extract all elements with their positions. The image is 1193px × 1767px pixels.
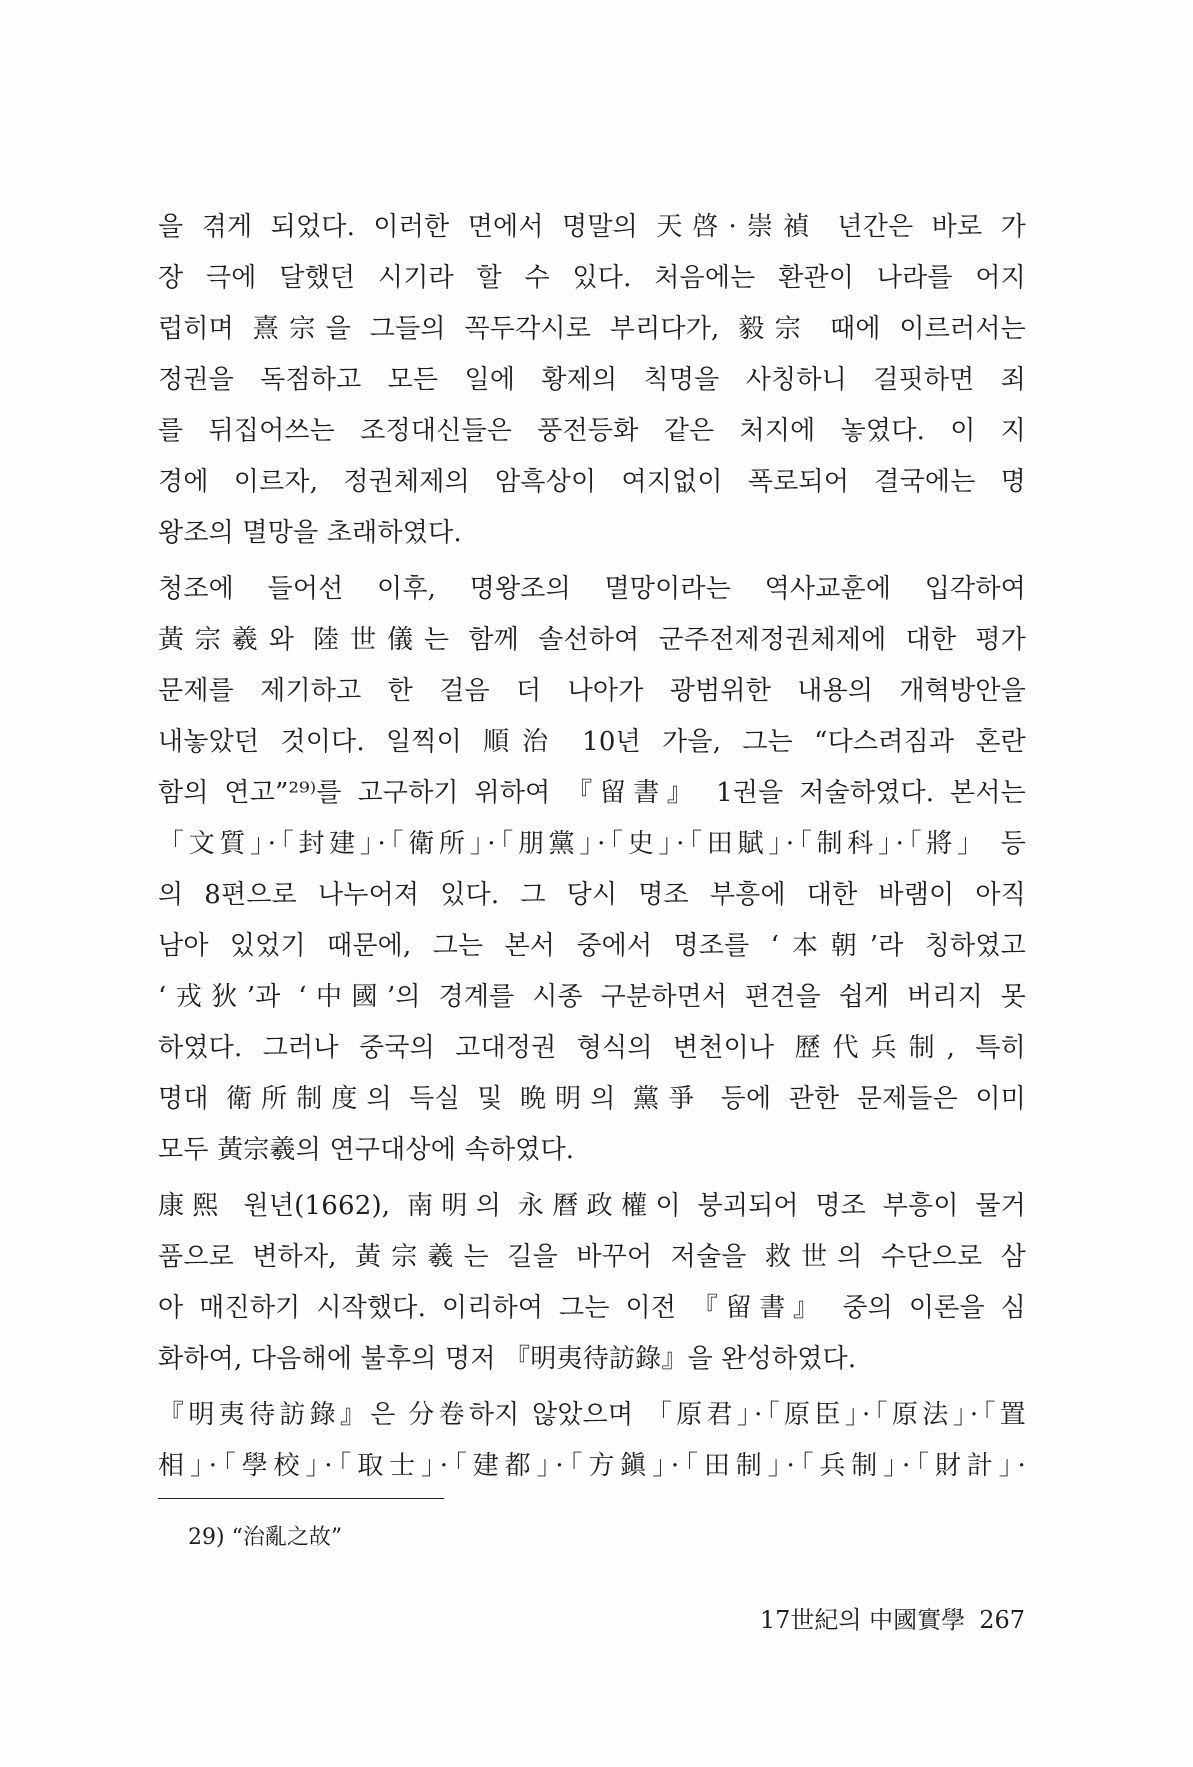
paragraph: [158, 202, 1026, 559]
text-line: ‘戎狄’과 ‘中國’의 경계를 시종 구분하면서 편견을 쉽게 버리지 못: [158, 982, 1026, 1012]
paragraph: [158, 1181, 1026, 1385]
text-line: 장 극에 달했던 시기라 할 수 있다. 처음에는 환관이 나라를 어지: [158, 263, 1026, 293]
text-line: 왕조의 멸망을 초래하였다.: [158, 518, 462, 548]
text-line: 相」·「學校」·「取士」·「建都」·「方鎭」·「田制」·「兵制」·「財計」·: [158, 1451, 1026, 1481]
text-line: 경에 이르자, 정권체제의 암흑상이 여지없이 폭로되어 결국에는 명: [158, 467, 1026, 497]
text-line: 모두 黃宗羲의 연구대상에 속하였다.: [158, 1135, 575, 1165]
text-line: 「文質」·「封建」·「衛所」·「朋黨」·「史」·「田賦」·「制科」·「將」 등: [158, 829, 1026, 859]
text-line: 『明夷待訪錄』은 分卷하지 않았으며 「原君」·「原臣」·「原法」·「置: [158, 1400, 1026, 1430]
text-line: 의 8편으로 나누어져 있다. 그 당시 명조 부흥에 대한 바램이 아직: [158, 880, 1026, 910]
text-line: 청조에 들어선 이후, 명왕조의 멸망이라는 역사교훈에 입각하여: [158, 574, 1026, 604]
page-footer: [760, 1600, 1025, 1635]
page-number: 267: [979, 1606, 1025, 1634]
text-line: 하였다. 그러나 중국의 고대정권 형식의 변천이나 歷代兵制, 특히: [158, 1033, 1026, 1063]
footnote: 29) “治亂之故”: [188, 1525, 343, 1550]
text-line: 함의 연고”²⁹⁾를 고구하기 위하여 『留書』 1권을 저술하였다. 본서는: [158, 778, 1026, 808]
text-line: 정권을 독점하고 모든 일에 황제의 칙명을 사칭하니 걸핏하면 죄: [158, 365, 1026, 395]
text-line: 럽히며 熹宗을 그들의 꼭두각시로 부리다가, 毅宗 때에 이르러서는: [158, 314, 1026, 344]
text-line: 내놓았던 것이다. 일찍이 順治 10년 가을, 그는 “다스려짐과 혼란: [158, 727, 1026, 757]
text-line: 康熙 원년(1662), 南明의 永曆政權이 붕괴되어 명조 부흥이 물거: [158, 1191, 1026, 1221]
text-line: 을 겪게 되었다. 이러한 면에서 명말의 天啓·崇禎 년간은 바로 가: [158, 212, 1026, 242]
paragraph: [158, 564, 1026, 1176]
paragraph: [158, 1390, 1026, 1492]
text-line: 명대 衛所制度의 득실 및 晩明의 黨爭 등에 관한 문제들은 이미: [158, 1084, 1026, 1114]
text-line: 문제를 제기하고 한 걸음 더 나아가 광범위한 내용의 개혁방안을: [158, 676, 1026, 706]
text-line: 품으로 변하자, 黃宗羲는 길을 바꾸어 저술을 救世의 수단으로 삼: [158, 1242, 1026, 1272]
footnote-divider: [158, 1498, 444, 1499]
text-line: 아 매진하기 시작했다. 이리하여 그는 이전 『留書』 중의 이론을 심: [158, 1293, 1026, 1323]
text-line: 남아 있었기 때문에, 그는 본서 중에서 명조를 ‘本朝’라 칭하였고: [158, 931, 1026, 961]
text-line: 를 뒤집어쓰는 조정대신들은 풍전등화 같은 처지에 놓였다. 이 지: [158, 416, 1026, 446]
text-line: 黃宗羲와 陸世儀는 함께 솔선하여 군주전제정권체제에 대한 평가: [158, 625, 1026, 655]
text-line: 화하여, 다음해에 불후의 명저 『明夷待訪錄』을 완성하였다.: [158, 1344, 857, 1374]
running-title: 17世紀의 中國實學: [759, 1606, 966, 1634]
body-text: [158, 202, 1026, 1492]
